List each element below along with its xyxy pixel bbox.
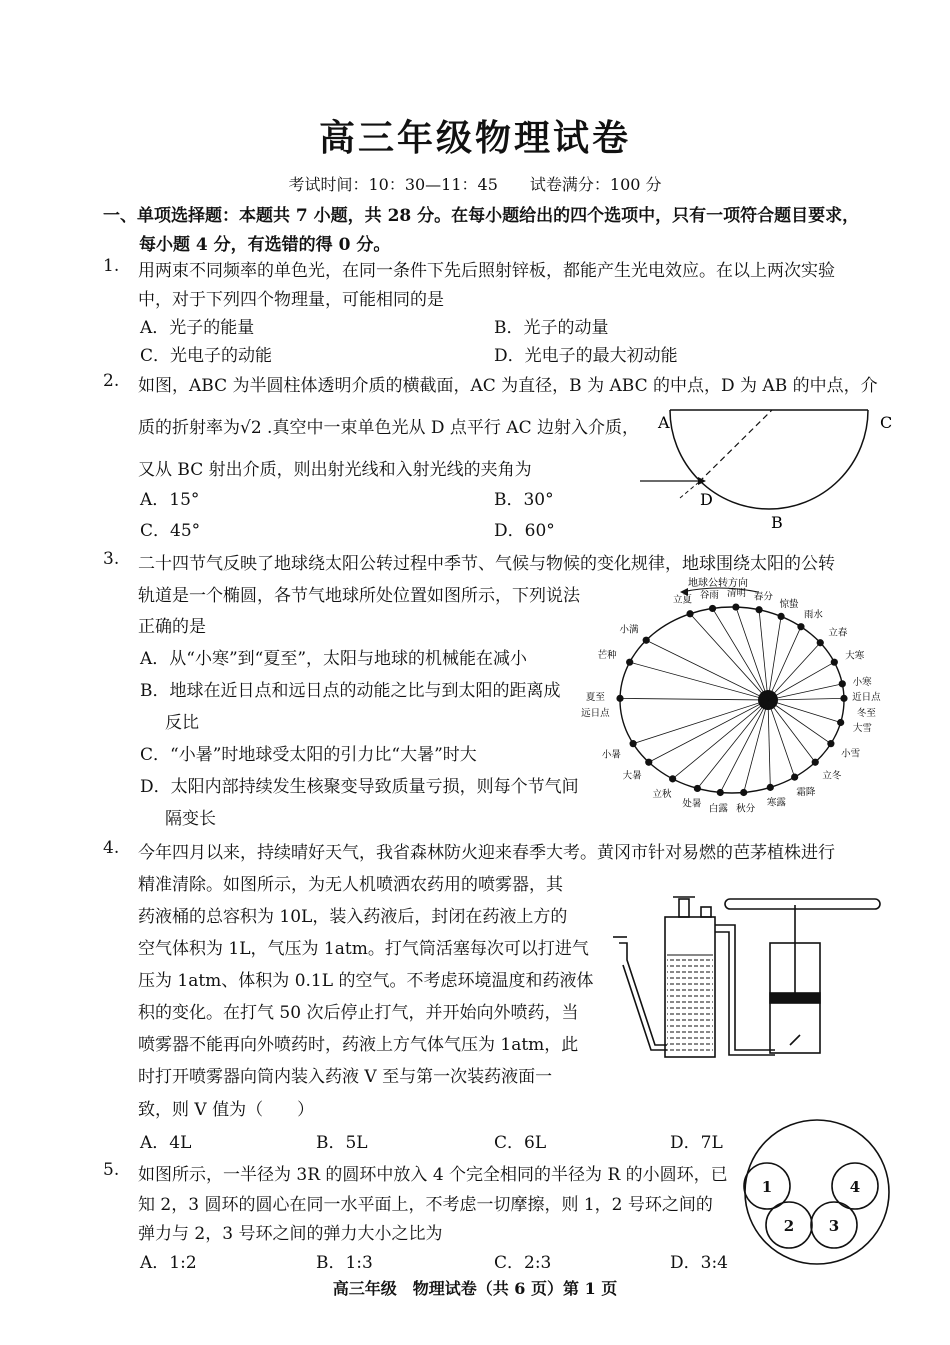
q4-option-a: A．4L — [140, 1133, 192, 1153]
section-header-line2: 每小题 4 分，有选错的得 0 分。 — [139, 235, 391, 255]
q3-term-label: 芒种 — [597, 649, 617, 661]
page-title: 高三年级物理试卷 — [318, 117, 631, 159]
q3-ray-15 — [744, 700, 768, 792]
q3-term-label: 霜降 — [796, 786, 816, 798]
q3-option-c: C．“小暑”时地球受太阳的引力比“大暑”时大 — [140, 745, 477, 765]
q3-option-b-line1: B．地球在近日点和远日点的动能之比与到太阳的距离成 — [140, 681, 561, 701]
q4-sprayer-figure — [605, 885, 885, 1065]
q1-text-line2: 中，对于下列四个物理量，可能相同的是 — [138, 290, 444, 310]
q3-term-label: 远日点 — [581, 707, 610, 719]
q4-pump-pipe — [715, 925, 775, 1050]
q2-label-c: C — [880, 413, 893, 432]
q3-ray-19 — [649, 700, 768, 762]
q5-option-d: D．3:4 — [670, 1253, 728, 1273]
q3-number: 3. — [103, 549, 120, 569]
q3-ray-8 — [768, 684, 842, 700]
q4-number: 4. — [103, 838, 120, 858]
q3-term-label: 大暑 — [622, 770, 642, 782]
q2-option-b: B．30° — [494, 490, 554, 510]
q3-text-line3: 正确的是 — [138, 617, 206, 637]
q3-earth-dot-8 — [839, 680, 846, 687]
q3-term-label: 小雪 — [841, 748, 861, 760]
q5-text-line2: 知 2，3 圆环的圆心在同一水平面上，不考虑一切摩擦，则 1，2 号环之间的 — [138, 1195, 713, 1215]
q3-ray-0 — [690, 614, 768, 700]
q4-text-line2: 精准清除。如图所示，为无人机喷洒农药用的喷雾器，其 — [138, 875, 563, 895]
q2-refracted-ray — [699, 410, 772, 482]
q3-term-label: 处暑 — [682, 798, 702, 810]
q4-text-line3: 药液桶的总容积为 10L，装入药液后，封闭在药液上方的 — [138, 907, 568, 927]
q4-pump-pipe-inner — [715, 932, 775, 1055]
q3-earth-dot-19 — [645, 759, 652, 766]
exam-info: 考试时间：10：30—11：45 试卷满分：100 分 — [288, 175, 662, 194]
q3-term-label: 小暑 — [601, 749, 621, 761]
q3-earth-dot-7 — [831, 659, 838, 666]
q3-ray-16 — [720, 700, 768, 792]
q4-check-valve — [790, 1035, 800, 1045]
q3-earth-dot-9 — [840, 695, 847, 702]
q3-ray-5 — [768, 627, 801, 700]
q5-text-line1: 如图所示，一半径为 3R 的圆环中放入 4 个完全相同的半径为 R 的小圆环，已 — [138, 1165, 728, 1185]
q1-option-d: D．光电子的最大初动能 — [494, 346, 678, 366]
q1-text-line1: 用两束不同频率的单色光，在同一条件下先后照射锌板，都能产生光电效应。在以上两次实验 — [138, 261, 835, 281]
q3-term-label: 立夏 — [672, 594, 692, 606]
q4-handle — [725, 899, 880, 909]
q3-direction-label: 地球公转方向 — [688, 578, 748, 589]
q2-option-a: A．15° — [140, 490, 200, 510]
q3-earth-dot-17 — [694, 785, 701, 792]
q4-option-d: D．7L — [670, 1133, 723, 1153]
q3-earth-dot-16 — [717, 789, 724, 796]
q2-option-c: C．45° — [140, 521, 201, 541]
q3-term-label: 大寒 — [845, 650, 865, 662]
q3-ray-22 — [630, 662, 768, 700]
q3-ray-9 — [768, 698, 844, 700]
q4-option-c: C．6L — [494, 1133, 547, 1153]
q2-text-line3: 又从 BC 射出介质，则出射光线和入射光线的夹角为 — [138, 460, 532, 480]
q2-semicircle-figure — [640, 400, 910, 535]
q4-valve — [679, 899, 689, 917]
q3-earth-dot-5 — [797, 623, 804, 630]
q5-option-a: A．1:2 — [140, 1253, 197, 1273]
q3-term-label: 近日点 — [852, 692, 881, 704]
q3-term-label: 立冬 — [822, 770, 842, 782]
section-header-line1: 一、单项选择题：本题共 7 小题，共 28 分。在每小题给出的四个选项中，只有一项符合题目要求， — [103, 206, 860, 226]
q3-term-label: 冬至 — [856, 707, 876, 719]
q3-option-d-line2: 隔变长 — [165, 809, 216, 829]
q3-earth-dot-13 — [791, 774, 798, 781]
q3-term-label: 春分 — [753, 591, 773, 603]
q4-spray-tube — [619, 943, 667, 1045]
q3-earth-dot-18 — [669, 775, 676, 782]
q1-option-b: B．光子的动量 — [494, 318, 609, 338]
q3-option-a: A．从“小寒”到“夏至”，太阳与地球的机械能在减小 — [140, 649, 528, 669]
q5-option-c: C．2:3 — [494, 1253, 552, 1273]
q4-text-line8: 时打开喷雾器向筒内装入药液 V 至与第一次装药液面一 — [138, 1067, 553, 1087]
q5-label-3: 3 — [828, 1217, 840, 1235]
q4-text-line6: 积的变化。在打气 50 次后停止打气，并开始向外喷药，当 — [138, 1003, 579, 1023]
q3-earth-dot-15 — [740, 789, 747, 796]
q3-earth-dot-14 — [767, 784, 774, 791]
q4-text-line1: 今年四月以来，持续晴好天气，我省森林防火迎来春季大考。黄冈市针对易燃的芭茅植株进行 — [138, 843, 835, 863]
q4-liquid — [667, 955, 713, 1055]
q3-earth-dot-2 — [732, 603, 739, 610]
section-header — [103, 202, 883, 260]
q3-term-label: 小满 — [619, 624, 639, 636]
q3-term-label: 小寒 — [852, 676, 872, 688]
q3-term-label: 雨水 — [803, 609, 823, 621]
q2-text-line2: 质的折射率为√2 .真空中一束单色光从 D 点平行 AC 边射入介质， — [138, 418, 639, 438]
q3-ray-10 — [768, 700, 841, 722]
q3-ray-18 — [673, 700, 768, 779]
q3-term-label: 谷雨 — [699, 589, 719, 601]
q4-spray-tube-outer — [623, 965, 667, 1050]
q4-text-line9: 致，则 V 值为（ ） — [138, 1100, 315, 1120]
q3-term-label: 夏至 — [585, 692, 605, 704]
q3-earth-dot-10 — [837, 719, 844, 726]
q2-label-d: D — [700, 490, 713, 509]
q1-option-a: A．光子的能量 — [140, 318, 255, 338]
q3-term-label: 寒露 — [766, 797, 786, 809]
q3-earth-dot-20 — [630, 740, 637, 747]
q2-label-b: B — [771, 513, 783, 532]
q3-orbit-figure — [581, 570, 895, 815]
q3-term-label: 大雪 — [852, 722, 872, 734]
q3-term-label: 秋分 — [736, 803, 756, 815]
q3-ray-21 — [620, 698, 768, 700]
q4-piston — [770, 993, 820, 1003]
q3-term-label: 立秋 — [652, 789, 672, 801]
page-footer: 高三年级 物理试卷（共 6 页）第 1 页 — [332, 1279, 618, 1298]
q3-earth-dot-22 — [626, 659, 633, 666]
q3-term-label: 惊蛰 — [779, 599, 799, 611]
q3-ray-11 — [768, 700, 831, 744]
q3-earth-dot-11 — [827, 740, 834, 747]
q3-earth-dot-0 — [686, 610, 693, 617]
q3-term-label: 立春 — [828, 627, 848, 639]
q5-option-b: B．1:3 — [316, 1253, 373, 1273]
q3-ray-13 — [768, 700, 795, 777]
q3-term-label: 清明 — [727, 588, 747, 600]
q2-normal-line — [680, 482, 699, 498]
q3-earth-dot-6 — [817, 639, 824, 646]
q5-text-line3: 弹力与 2，3 号环之间的弹力大小之比为 — [138, 1224, 443, 1244]
q2-option-d: D．60° — [494, 521, 555, 541]
q5-number: 5. — [103, 1160, 120, 1180]
q5-label-4: 4 — [849, 1178, 861, 1196]
q3-earth-dot-21 — [616, 695, 623, 702]
q4-cap — [701, 907, 711, 917]
q1-number: 1. — [103, 256, 120, 276]
q3-ray-20 — [633, 700, 768, 744]
q1-option-c: C．光电子的动能 — [140, 346, 273, 366]
q3-earth-dot-4 — [777, 613, 784, 620]
q3-text-line1: 二十四节气反映了地球绕太阳公转过程中季节、气候与物候的变化规律，地球围绕太阳的公转 — [138, 554, 835, 574]
q3-earth-dot-1 — [709, 605, 716, 612]
q4-option-b: B．5L — [316, 1133, 368, 1153]
q3-option-d-line1: D．太阳内部持续发生核聚变导致质量亏损，则每个节气间 — [140, 777, 579, 797]
q3-text-line2: 轨道是一个椭圆，各节气地球所处位置如图所示，下列说法 — [138, 586, 580, 606]
q3-ray-7 — [768, 662, 834, 700]
q5-rings-figure — [740, 1115, 895, 1270]
q5-label-2: 2 — [783, 1217, 795, 1235]
q3-ray-12 — [768, 700, 815, 762]
q4-text-line4: 空气体积为 1L，气压为 1atm。打气筒活塞每次可以打进气 — [138, 939, 589, 959]
q2-label-a: A — [658, 413, 670, 432]
q3-earth-dot-3 — [755, 606, 762, 613]
q5-label-1: 1 — [761, 1178, 773, 1196]
q3-earth-dot-12 — [812, 759, 819, 766]
q3-option-b-line2: 反比 — [165, 713, 199, 733]
q2-number: 2. — [103, 371, 120, 391]
q3-earth-dot-23 — [643, 637, 650, 644]
q2-text-line1: 如图，ABC 为半圆柱体透明介质的横截面，AC 为直径，B 为 ABC 的中点，D 为 AB 的中点，介 — [138, 376, 878, 396]
q3-term-label: 白露 — [708, 803, 728, 815]
q4-text-line7: 喷雾器不能再向外喷药时，药液上方气体气压为 1atm，此 — [138, 1035, 579, 1055]
q3-ray-17 — [697, 700, 768, 788]
q4-text-line5: 压为 1atm、体积为 0.1L 的空气。不考虑环境温度和药液体 — [138, 971, 594, 991]
q3-ray-14 — [768, 700, 770, 787]
